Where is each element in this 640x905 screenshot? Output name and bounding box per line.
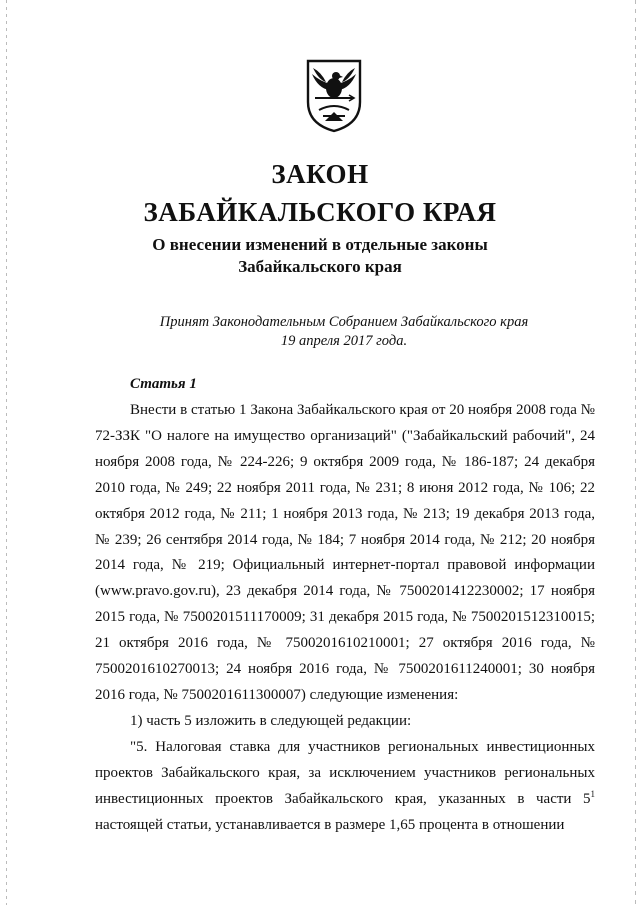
scan-edge-right bbox=[635, 0, 636, 905]
law-subject-line1: О внесении изменений в отдельные законы bbox=[152, 235, 488, 254]
law-subject-line2: Забайкальского края bbox=[238, 257, 402, 276]
article-body bbox=[95, 398, 595, 838]
coat-of-arms-icon bbox=[305, 58, 363, 134]
paragraph: Внести в статью 1 Закона Забайкальского края от 20 ноября 2008 года № 72-ЗЗК "О налоге на имущество организаций" ("Забайкальский рабочий", 24 ноября 2008 года, № 224-226; 9 октября 2009 года, № 186-187; 24 декабря 2010 года, № 249; 22 ноября 2011 года, № 231; 8 июня 2012 года, № 106; 22 октября 2012 года, № 211; 1 ноября 2013 года, № 213; 19 декабря 2013 года, № 239; 26 сентября 2014 года, № 184; 7 ноября 2014 года, № 212; 20 ноября 2014 года, № 219; Официальный интернет-портал правовой информации (www.pravo.gov.ru), 23 декабря 2014 года, № 7500201412230002; 17 ноября 2015 года, № 7500201511170009; 31 декабря 2015 года, № 7500201512310015; 21 октября 2016 года, № 7500201610210001; 27 октября 2016 года, № 7500201610270013; 24 ноября 2016 года, № 7500201611240001; 30 ноября 2016 года, № 7500201611300007) следующие изменения: bbox=[95, 402, 595, 703]
paragraph: 1) часть 5 изложить в следующей редакции: bbox=[130, 712, 412, 729]
paragraph-text: "5. Налоговая ставка для участников региональных инвестиционных проектов Забайкальского края, за исключением участников региональных инвестиционных проектов Забайкальского края, указанных в части 5 bbox=[95, 738, 595, 807]
paragraph bbox=[95, 735, 595, 839]
article-heading: Статья 1 bbox=[130, 376, 197, 392]
region-title: ЗАБАЙКАЛЬСКОГО КРАЯ bbox=[143, 197, 497, 227]
paragraph-text: настоящей статьи, устанавливается в размере 1,65 процента в отношении bbox=[95, 816, 565, 833]
superscript: 1 bbox=[590, 788, 595, 799]
scan-edge-left bbox=[6, 0, 7, 905]
law-title: ЗАКОН bbox=[271, 159, 369, 189]
adoption-date: 19 апреля 2017 года. bbox=[280, 333, 408, 349]
adoption-note: Принят Законодательным Собранием Забайкальского края bbox=[159, 314, 529, 330]
